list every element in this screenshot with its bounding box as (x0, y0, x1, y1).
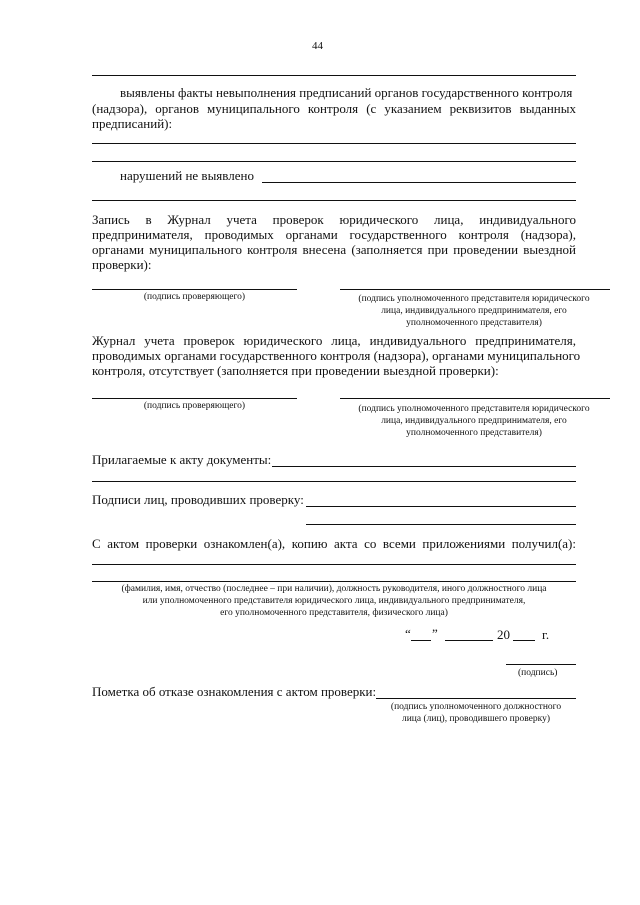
attached-docs-label: Прилагаемые к акту документы: (92, 452, 272, 467)
refusal-caption-line2: лица (лиц), проводившего проверку) (401, 714, 551, 724)
refusal-label: Пометка об отказе ознакомления с актом проверки: (92, 684, 377, 699)
rep-caption-line3: уполномоченного представителя) (406, 318, 542, 328)
form-line (92, 143, 576, 144)
form-line (92, 75, 576, 76)
form-line (92, 200, 576, 201)
inspector-signature-caption: (подпись проверяющего) (143, 401, 246, 411)
signature-caption: (подпись) (518, 668, 558, 678)
inspector-signature-line (92, 398, 297, 399)
inspector-signature-line (92, 289, 297, 290)
date-year-line (513, 640, 535, 641)
date-month-line (445, 640, 493, 641)
rep-caption-line2: лица, индивидуального предпринимателя, его (381, 306, 567, 316)
violations-text-line2: (надзора), органов муниципального контроля (с указанием реквизитов выданных (92, 101, 576, 116)
page-number: 44 (312, 40, 323, 52)
journal-entry-line3: органами муниципального контроля внесена (заполняется при проведении выездной (92, 242, 576, 257)
inspectors-signature-line (306, 524, 576, 525)
no-violations-line (262, 182, 576, 183)
representative-signature-line (340, 289, 610, 290)
rep-caption-line3: уполномоченного представителя) (406, 428, 542, 438)
journal-entry-line2: предпринимателя, проводимых органами государственного контроля (надзора), (92, 227, 576, 242)
form-line (92, 161, 576, 162)
date-open-quote: “ (405, 626, 411, 641)
form-line (92, 481, 576, 482)
acquainted-caption-line1: (фамилия, имя, отчество (последнее – при наличии), должность руководителя, иного должностного лица (121, 584, 547, 594)
inspectors-signature-line (306, 506, 576, 507)
rep-caption-line2: лица, индивидуального предпринимателя, его (381, 416, 567, 426)
rep-caption-line1: (подпись уполномоченного представителя юридического (358, 294, 590, 304)
representative-signature-line (340, 398, 610, 399)
violations-text-line1: выявлены факты невыполнения предписаний органов государственного контроля (120, 85, 573, 100)
rep-caption-line1: (подпись уполномоченного представителя юридического (358, 404, 590, 414)
acquainted-caption-line2: или уполномоченного представителя юридического лица, индивидуального предпринимателя, (142, 596, 526, 606)
journal-absent-line1: Журнал учета проверок юридического лица, индивидуального предпринимателя, (92, 333, 576, 348)
date-day-line (411, 640, 431, 641)
refusal-caption-line1: (подпись уполномоченного должностного (390, 702, 562, 712)
refusal-signature-line (376, 698, 576, 699)
journal-entry-line4: проверки): (92, 257, 152, 272)
form-line (92, 581, 576, 582)
signature-line (506, 664, 576, 665)
attached-docs-line (272, 466, 576, 467)
date-year-suffix: г. (542, 627, 550, 642)
journal-absent-line2: проводимых органами государственного контроля (надзора), органами муниципального (92, 348, 581, 363)
date-year-prefix: 20 (497, 627, 510, 642)
date-close-quote: ” (432, 626, 438, 641)
journal-absent-line3: контроля, отсутствует (заполняется при проведении выездной проверки): (92, 363, 499, 378)
no-violations-label: нарушений не выявлено (120, 168, 254, 183)
violations-text-line3: предписаний): (92, 116, 173, 131)
acquainted-caption-line3: его уполномоченного представителя, физического лица) (220, 608, 448, 618)
journal-entry-line1: Запись в Журнал учета проверок юридического лица, индивидуального (92, 212, 576, 227)
inspectors-signatures-label: Подписи лиц, проводивших проверку: (92, 492, 304, 507)
form-line (92, 564, 576, 565)
acquainted-text: С актом проверки ознакомлен(а), копию акта со всеми приложениями получил(а): (92, 536, 576, 551)
inspector-signature-caption: (подпись проверяющего) (143, 292, 246, 302)
